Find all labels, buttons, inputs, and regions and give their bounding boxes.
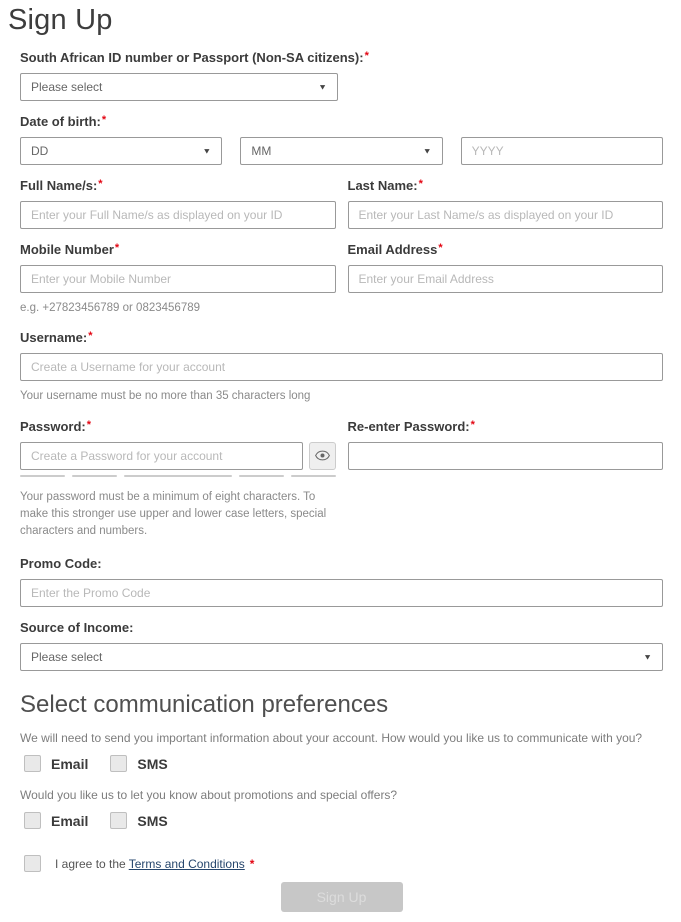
income-label xyxy=(20,620,663,635)
income-select[interactable] xyxy=(20,643,663,671)
chevron-down-icon: ▼ xyxy=(318,82,327,92)
password-input-group xyxy=(20,442,336,470)
account-sms-checkbox[interactable] xyxy=(110,755,127,772)
id-type-label-text: South African ID number or Passport (Non-SA citizens): xyxy=(20,50,364,65)
required-asterisk: * xyxy=(98,178,103,190)
strength-segment xyxy=(72,475,117,477)
reenter-password-label xyxy=(348,419,664,434)
strength-segment xyxy=(20,475,65,477)
username-label-text: Username: xyxy=(20,330,88,346)
full-name-input[interactable] xyxy=(20,201,336,229)
account-communication-options xyxy=(24,755,663,772)
promo-label xyxy=(20,556,663,571)
dob-month-select[interactable] xyxy=(240,137,442,165)
last-name-label-text: Last Name: xyxy=(347,178,418,193)
required-asterisk: * xyxy=(438,242,443,254)
terms-row xyxy=(24,855,663,872)
password-input[interactable] xyxy=(20,442,303,470)
email-label xyxy=(348,242,664,257)
password-row xyxy=(20,406,663,541)
reenter-password-input[interactable] xyxy=(348,442,664,470)
strength-segment xyxy=(291,475,336,477)
password-label xyxy=(20,419,336,434)
signup-button[interactable]: Sign Up xyxy=(281,882,403,912)
communication-preferences-heading: Select communication preferences xyxy=(20,691,389,719)
dob-label-text: Date of birth: xyxy=(20,114,101,129)
toggle-password-visibility-button[interactable] xyxy=(309,442,336,470)
dob-day-value: DD xyxy=(31,144,49,158)
username-hint: Your username must be no more than 35 characters long xyxy=(20,390,311,403)
password-hint: Your password must be a minimum of eight characters. To make this stronger use upper and lower case letters, special characters and numbers. xyxy=(20,490,327,537)
password-strength-meter xyxy=(20,475,336,477)
chevron-down-icon: ▼ xyxy=(643,653,652,662)
id-type-select-value: Please select xyxy=(31,80,103,94)
promo-input[interactable] xyxy=(20,579,663,607)
required-asterisk: * xyxy=(418,178,423,190)
income-select-value: Please select xyxy=(31,650,103,665)
required-asterisk: * xyxy=(364,50,369,62)
last-name-input[interactable] xyxy=(348,201,664,229)
page-title: Sign Up xyxy=(8,4,113,36)
eye-icon xyxy=(315,450,330,461)
username-input[interactable] xyxy=(20,353,663,381)
signup-form xyxy=(20,50,663,912)
terms-text: I agree to the xyxy=(55,856,126,871)
contact-row xyxy=(20,229,663,317)
required-asterisk: * xyxy=(470,418,475,431)
username-label xyxy=(20,330,663,345)
full-name-label xyxy=(20,178,336,193)
name-row xyxy=(20,165,663,229)
id-type-label xyxy=(20,50,663,65)
account-communication-question: We will need to send you important information about your account. How would you like us to communicate with you? xyxy=(20,731,643,746)
mobile-hint: e.g. +27823456789 or 0823456789 xyxy=(20,302,201,314)
required-asterisk: * xyxy=(249,856,255,871)
password-label-text: Password: xyxy=(20,418,86,434)
full-name-label-text: Full Name/s: xyxy=(20,178,98,193)
promotions-options xyxy=(24,812,663,829)
account-sms-checkbox-label: SMS xyxy=(137,755,168,772)
mobile-input[interactable] xyxy=(20,265,336,293)
account-email-checkbox[interactable] xyxy=(24,755,41,772)
required-asterisk: * xyxy=(88,330,93,343)
email-input[interactable] xyxy=(348,265,664,293)
reenter-password-label-text: Re-enter Password: xyxy=(347,418,470,434)
dob-year-input[interactable] xyxy=(461,137,663,165)
dob-label xyxy=(20,114,663,129)
promotions-sms-checkbox[interactable] xyxy=(110,812,127,829)
id-type-select[interactable] xyxy=(20,73,338,101)
required-asterisk: * xyxy=(101,114,107,126)
mobile-label-text: Mobile Number xyxy=(20,242,114,257)
promotions-email-checkbox-label: Email xyxy=(51,812,89,829)
dob-day-select[interactable] xyxy=(20,137,222,165)
email-label-text: Email Address xyxy=(347,242,438,257)
submit-area xyxy=(20,882,663,912)
promotions-email-checkbox[interactable] xyxy=(24,812,41,829)
dob-month-value: MM xyxy=(251,144,272,158)
promotions-question: Would you like us to let you know about promotions and special offers? xyxy=(20,788,398,803)
required-asterisk: * xyxy=(86,418,92,431)
strength-segment xyxy=(239,475,284,477)
promo-label-text: Promo Code: xyxy=(20,556,102,572)
terms-and-conditions-link[interactable]: Terms and Conditions xyxy=(128,856,245,871)
income-label-text: Source of Income: xyxy=(20,620,134,636)
strength-segment xyxy=(124,475,232,477)
last-name-label xyxy=(348,178,664,193)
required-asterisk: * xyxy=(114,242,120,254)
chevron-down-icon: ▼ xyxy=(202,146,212,156)
terms-checkbox[interactable] xyxy=(24,855,41,872)
account-email-checkbox-label: Email xyxy=(51,755,89,772)
mobile-label xyxy=(20,242,336,257)
chevron-down-icon: ▼ xyxy=(422,146,432,156)
promotions-sms-checkbox-label: SMS xyxy=(137,812,168,829)
dob-row xyxy=(20,137,663,165)
